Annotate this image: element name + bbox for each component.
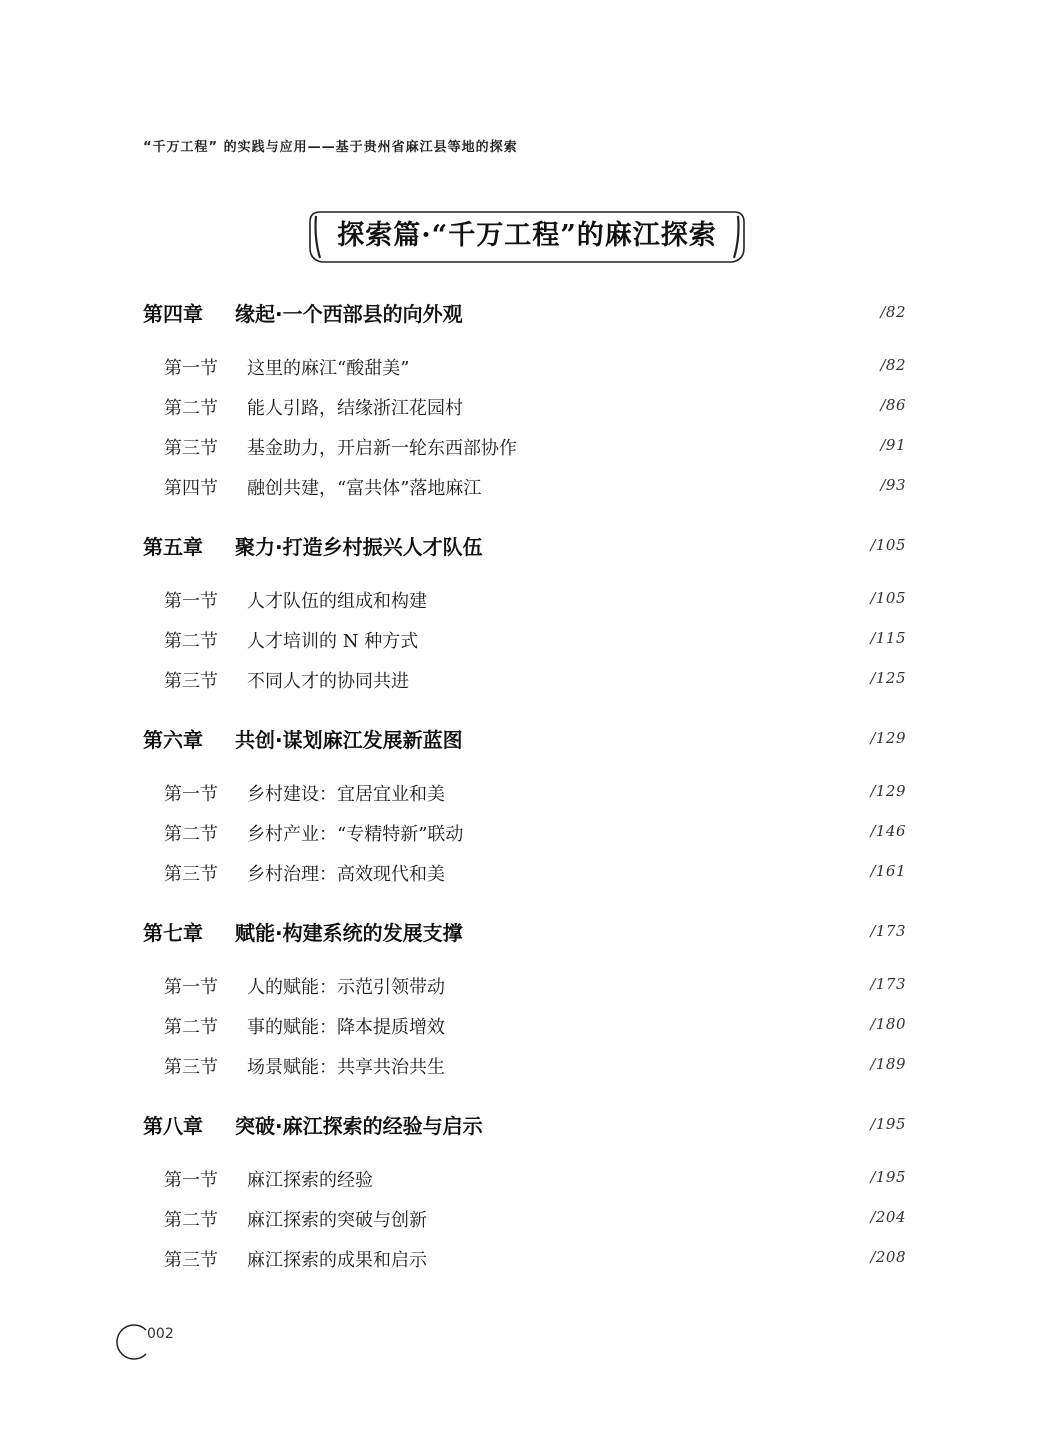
section-row bbox=[143, 627, 906, 657]
section-number: 第二节 bbox=[164, 398, 218, 419]
section-row bbox=[143, 1166, 906, 1196]
section-number: 第二节 bbox=[164, 824, 218, 845]
chapter-row bbox=[143, 917, 906, 947]
section-page-number: /91 bbox=[880, 436, 906, 454]
section-title: 这里的麻江“酸甜美” bbox=[247, 358, 410, 379]
section-title: 麻江探索的突破与创新 bbox=[247, 1210, 427, 1231]
section-title: 人才队伍的组成和构建 bbox=[247, 591, 427, 612]
section-row bbox=[143, 434, 906, 464]
section-number: 第一节 bbox=[164, 591, 218, 612]
section-row bbox=[143, 667, 906, 697]
section-number: 第三节 bbox=[164, 438, 218, 459]
section-number: 第二节 bbox=[164, 1017, 218, 1038]
chapter-heading bbox=[143, 1110, 483, 1139]
section-page-number: /173 bbox=[870, 975, 906, 993]
chapter-page-number: /105 bbox=[870, 536, 906, 554]
section-title: 能人引路，结缘浙江花园村 bbox=[247, 398, 463, 419]
section-row bbox=[143, 780, 906, 810]
section-row bbox=[143, 474, 906, 504]
section-heading bbox=[164, 474, 481, 500]
section-page-number: /146 bbox=[870, 822, 906, 840]
section-row bbox=[143, 1053, 906, 1083]
section-number: 第二节 bbox=[164, 631, 218, 652]
section-heading bbox=[164, 820, 463, 846]
chapter-row bbox=[143, 298, 906, 328]
section-heading bbox=[164, 973, 445, 999]
section-heading bbox=[164, 667, 409, 693]
section-page-number: /195 bbox=[870, 1168, 906, 1186]
section-heading bbox=[164, 1246, 427, 1272]
section-title: 麻江探索的成果和启示 bbox=[247, 1250, 427, 1271]
section-number: 第三节 bbox=[164, 864, 218, 885]
section-title: 基金助力，开启新一轮东西部协作 bbox=[247, 438, 517, 459]
section-title: 人的赋能：示范引领带动 bbox=[247, 977, 445, 998]
section-number: 第三节 bbox=[164, 1057, 218, 1078]
chapter-number: 第五章 bbox=[143, 535, 203, 559]
chapter-heading bbox=[143, 531, 483, 560]
section-title: 乡村治理：高效现代和美 bbox=[247, 864, 445, 885]
section-heading bbox=[164, 434, 517, 460]
section-title: 麻江探索的经验 bbox=[247, 1170, 373, 1191]
chapter-title: 共创·谋划麻江发展新蓝图 bbox=[235, 728, 463, 752]
section-title: 人才培训的 N 种方式 bbox=[247, 631, 419, 652]
chapter-title: 突破·麻江探索的经验与启示 bbox=[235, 1114, 483, 1138]
running-header: “千万工程” 的实践与应用——基于贵州省麻江县等地的探索 bbox=[143, 140, 518, 155]
section-row bbox=[143, 587, 906, 617]
chapter-number: 第四章 bbox=[143, 302, 203, 326]
section-page-number: /129 bbox=[870, 782, 906, 800]
section-row bbox=[143, 1013, 906, 1043]
section-heading bbox=[164, 394, 463, 420]
page-number: 002 bbox=[147, 1326, 174, 1342]
section-title: 不同人才的协同共进 bbox=[247, 671, 409, 692]
section-page-number: /208 bbox=[870, 1248, 906, 1266]
section-heading bbox=[164, 587, 427, 613]
chapter-heading bbox=[143, 724, 463, 753]
section-page-number: /125 bbox=[870, 669, 906, 687]
chapter-row bbox=[143, 531, 906, 561]
chapter-page-number: /129 bbox=[870, 729, 906, 747]
section-heading bbox=[164, 860, 445, 886]
section-number: 第三节 bbox=[164, 1250, 218, 1271]
section-heading bbox=[164, 1053, 445, 1079]
section-page-number: /93 bbox=[880, 476, 906, 494]
section-page-number: /161 bbox=[870, 862, 906, 880]
section-row bbox=[143, 354, 906, 384]
chapter-number: 第七章 bbox=[143, 921, 203, 945]
chapter-page-number: /173 bbox=[870, 922, 906, 940]
chapter-title: 聚力·打造乡村振兴人才队伍 bbox=[235, 535, 483, 559]
section-row bbox=[143, 973, 906, 1003]
chapter-row bbox=[143, 1110, 906, 1140]
section-heading bbox=[164, 354, 409, 380]
chapter-page-number: /82 bbox=[880, 303, 906, 321]
section-number: 第一节 bbox=[164, 1170, 218, 1191]
chapter-heading bbox=[143, 298, 463, 327]
chapter-number: 第八章 bbox=[143, 1114, 203, 1138]
chapter-heading bbox=[143, 917, 463, 946]
chapter-row bbox=[143, 724, 906, 754]
part-title: 探索篇·“千万工程”的麻江探索 bbox=[337, 220, 717, 251]
section-row bbox=[143, 820, 906, 850]
section-row bbox=[143, 860, 906, 890]
section-page-number: /204 bbox=[870, 1208, 906, 1226]
section-title: 场景赋能：共享共治共生 bbox=[247, 1057, 445, 1078]
section-number: 第二节 bbox=[164, 1210, 218, 1231]
section-title: 融创共建，“富共体”落地麻江 bbox=[247, 478, 482, 499]
section-heading bbox=[164, 1206, 427, 1232]
section-heading bbox=[164, 780, 445, 806]
section-row bbox=[143, 1246, 906, 1276]
section-heading bbox=[164, 627, 418, 653]
section-number: 第一节 bbox=[164, 358, 218, 379]
section-row bbox=[143, 1206, 906, 1236]
section-page-number: /189 bbox=[870, 1055, 906, 1073]
chapter-title: 缘起·一个西部县的向外观 bbox=[235, 302, 463, 326]
section-title: 乡村建设：宜居宜业和美 bbox=[247, 784, 445, 805]
section-title: 事的赋能：降本提质增效 bbox=[247, 1017, 445, 1038]
section-number: 第四节 bbox=[164, 478, 218, 499]
section-page-number: /105 bbox=[870, 589, 906, 607]
section-row bbox=[143, 394, 906, 424]
section-page-number: /86 bbox=[880, 396, 906, 414]
page-folio bbox=[112, 1322, 172, 1362]
section-page-number: /180 bbox=[870, 1015, 906, 1033]
chapter-page-number: /195 bbox=[870, 1115, 906, 1133]
section-page-number: /82 bbox=[880, 356, 906, 374]
folio-ornament-icon bbox=[112, 1322, 152, 1362]
section-heading bbox=[164, 1166, 373, 1192]
section-number: 第三节 bbox=[164, 671, 218, 692]
section-title: 乡村产业：“专精特新”联动 bbox=[247, 824, 464, 845]
section-heading bbox=[164, 1013, 445, 1039]
section-number: 第一节 bbox=[164, 784, 218, 805]
chapter-number: 第六章 bbox=[143, 728, 203, 752]
chapter-title: 赋能·构建系统的发展支撑 bbox=[235, 921, 463, 945]
section-number: 第一节 bbox=[164, 977, 218, 998]
section-page-number: /115 bbox=[870, 629, 906, 647]
